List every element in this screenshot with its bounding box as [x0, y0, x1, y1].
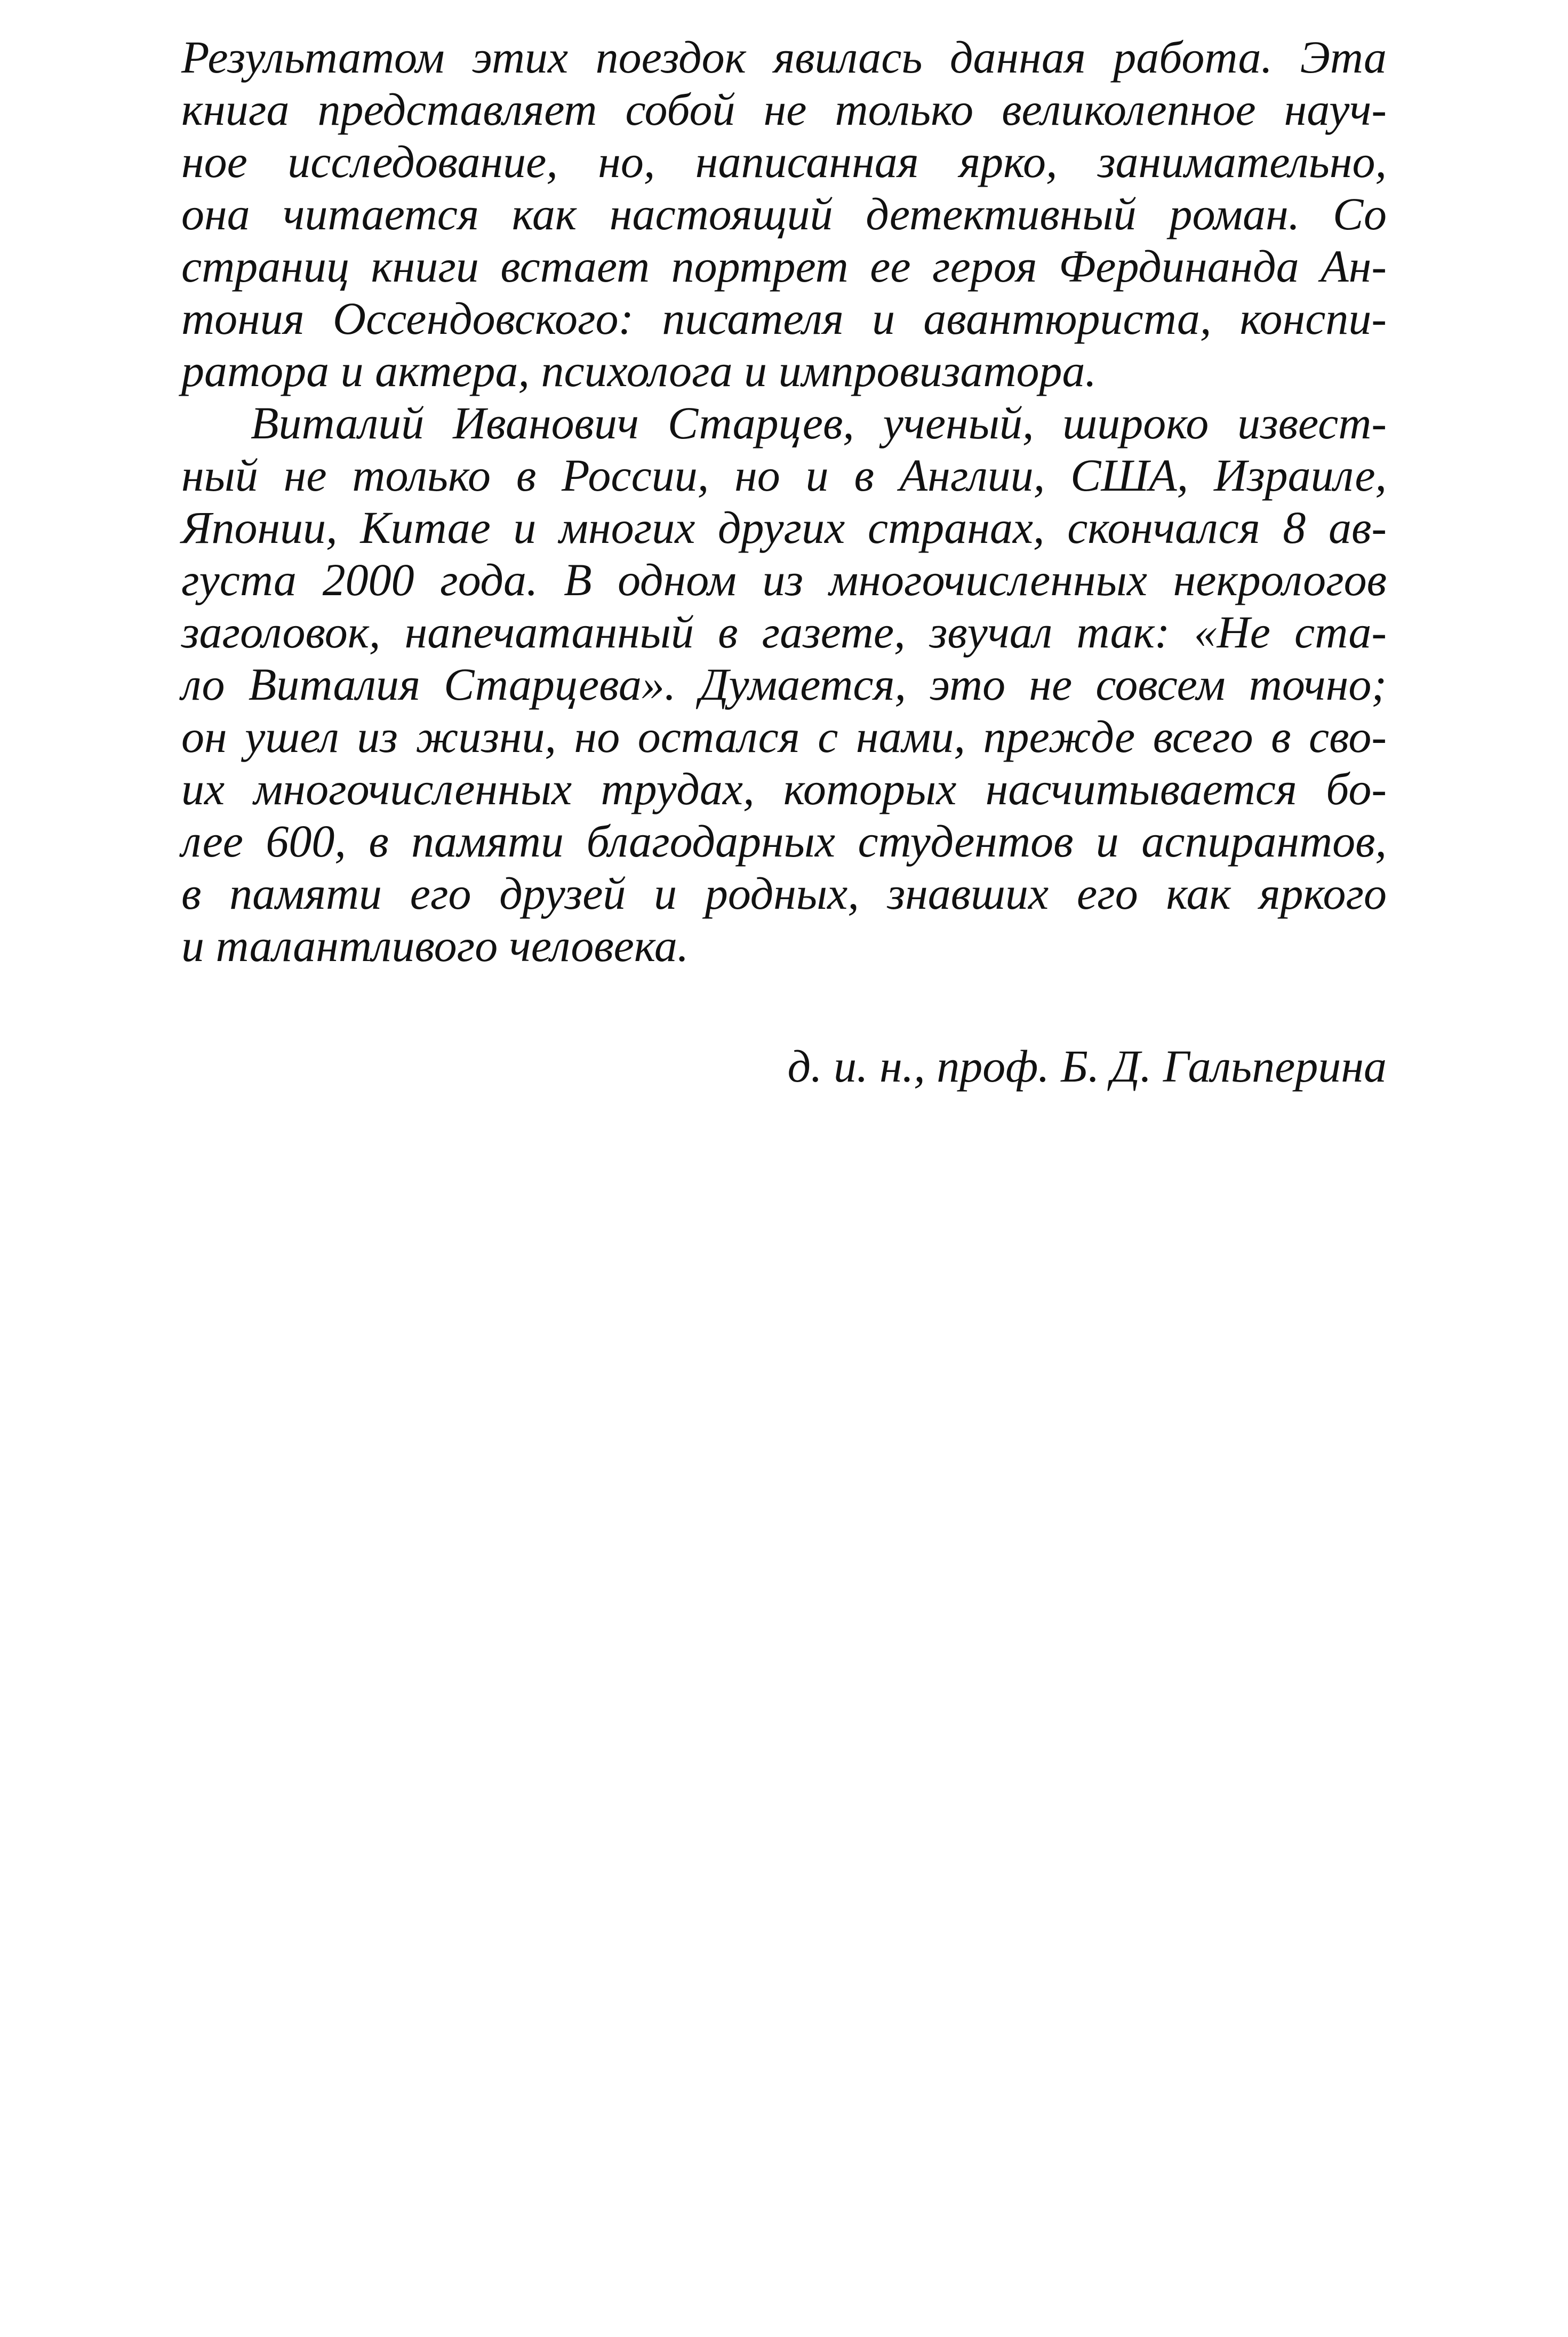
- text-line: Результатом этих поездок явилась данная работа. Эта: [181, 31, 1387, 83]
- text-line: книга представляет собой не только великолепное науч-: [181, 84, 1387, 135]
- text-line: их многочисленных трудах, которых насчитывается бо-: [181, 763, 1387, 814]
- text-line: Японии, Китае и многих других странах, скончался 8 ав-: [181, 502, 1387, 553]
- text-line: лее 600, в памяти благодарных студентов и аспирантов,: [181, 815, 1387, 867]
- author-signature: д. и. н., проф. Б. Д. Гальперина: [787, 1041, 1387, 1092]
- paragraph-2: [181, 397, 1387, 972]
- text-line: заголовок, напечатанный в газете, звучал так: «Не ста-: [181, 606, 1387, 658]
- text-line: густа 2000 года. В одном из многочисленных некрологов: [181, 554, 1387, 605]
- text-line: и талантливого человека.: [181, 920, 689, 971]
- text-line: он ушел из жизни, но остался с нами, прежде всего в сво-: [181, 711, 1387, 762]
- paragraph-1: [181, 31, 1387, 397]
- text-line: страниц книги встает портрет ее героя Фердинанда Ан-: [181, 241, 1387, 292]
- text-line: Виталий Иванович Старцев, ученый, широко извест-: [251, 397, 1387, 449]
- text-line: в памяти его друзей и родных, знавших его как яркого: [181, 868, 1387, 919]
- text-line: ное исследование, но, написанная ярко, занимательно,: [181, 136, 1387, 187]
- text-line: ло Виталия Старцева». Думается, это не совсем точно;: [181, 659, 1387, 710]
- text-line: ратора и актера, психолога и импровизатора.: [181, 345, 1097, 396]
- text-line: тония Оссендовского: писателя и авантюриста, конспи-: [181, 293, 1387, 344]
- text-line: она читается как настоящий детективный роман. Со: [181, 188, 1387, 239]
- text-line: ный не только в России, но и в Англии, США, Израиле,: [181, 450, 1387, 501]
- body-text: [181, 31, 1387, 972]
